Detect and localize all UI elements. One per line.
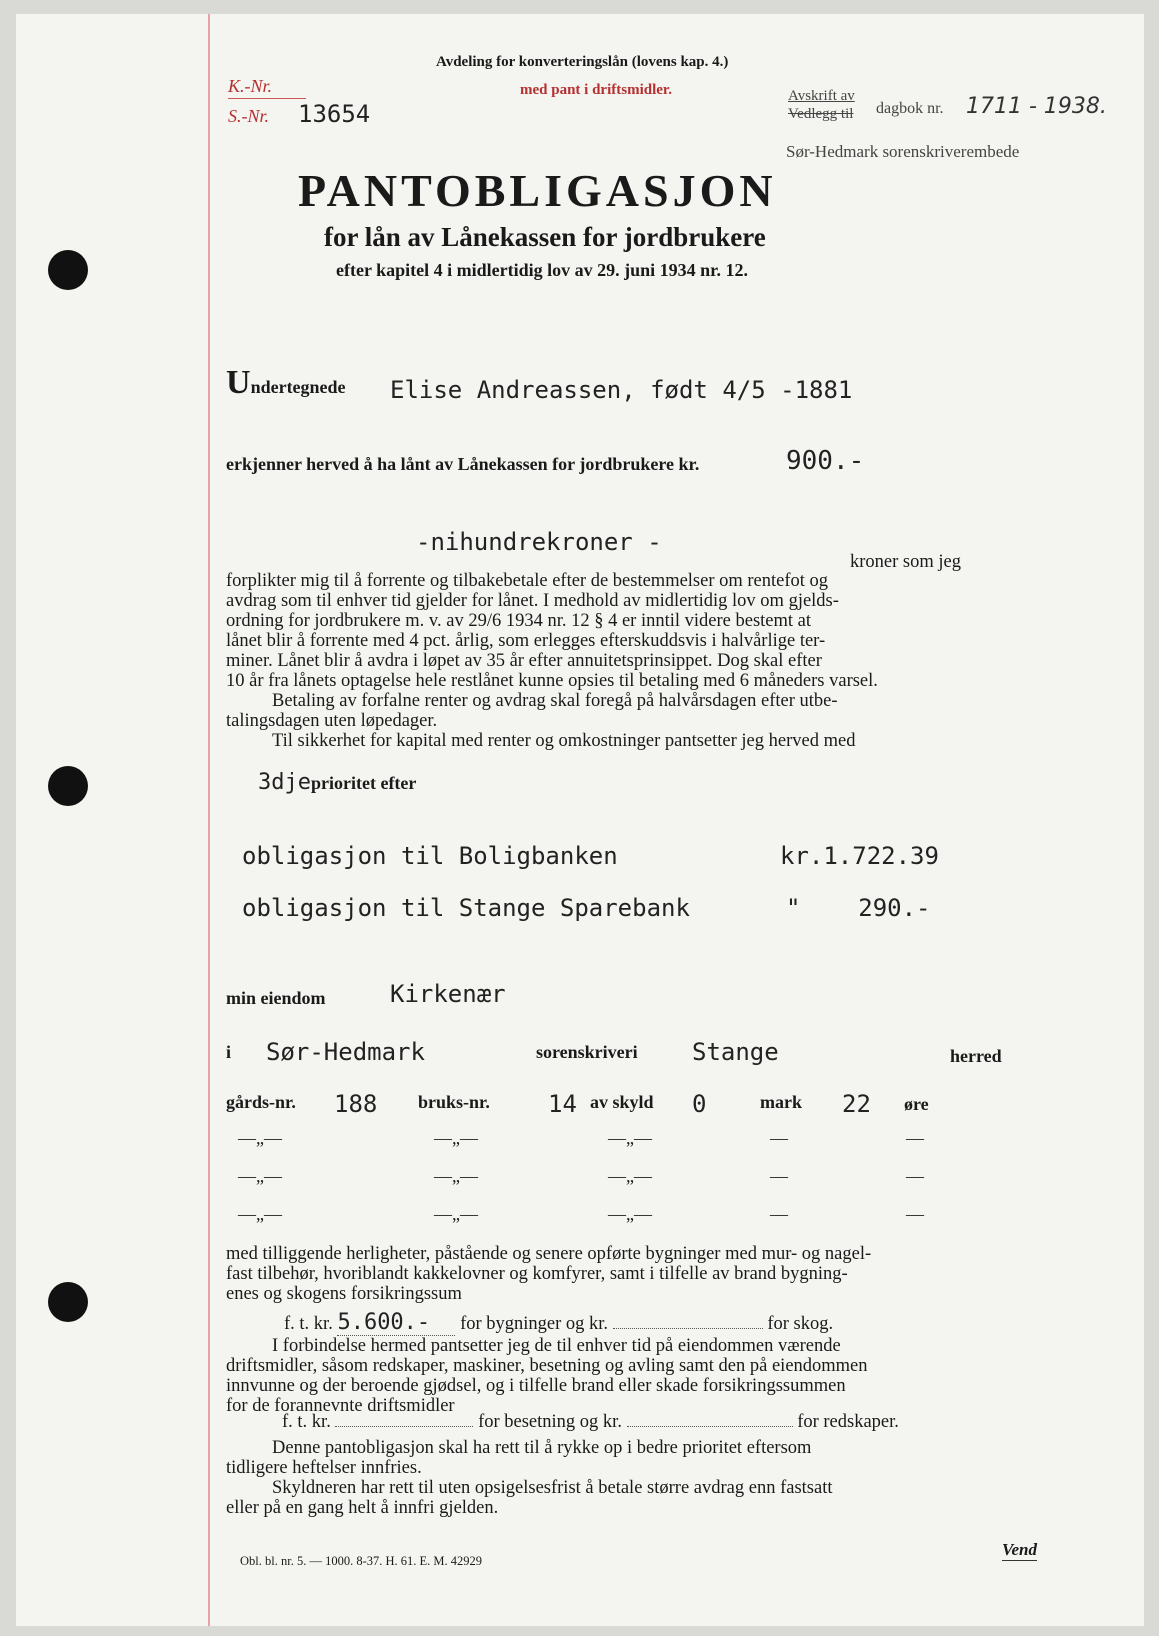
bruks-nr-value: 14 xyxy=(548,1090,577,1118)
herred-label: herred xyxy=(950,1046,1002,1066)
closing-paragraph: Denne pantobligasjon skal ha rett til å rykke op i bedre prioritet eftersom tidligere heftelser innfries. Skyldneren har rett til uten opsigelsesfrist å betale større avdrag enn fastsatt eller på en gang helt å innfri gjelden. xyxy=(226,1438,833,1518)
sorenskriveri-label: sorenskriveri xyxy=(536,1042,638,1062)
terms-paragraph: forplikter mig til å forrente og tilbakebetale efter de bestemmelser om rentefot og avdrag som til enhver tid gjelder for lånet. I medhold av midlertidig lov om gjelds- ordning for jordbrukere m. v. av 29/6 1934 nr. 12 § 4 er inntil videre bestemt at lånet blir å forrente med 4 pct. årlig, som erlegges efterskuddsvis i halvårlige ter- miner. Lånet blir å avdra i løpet av 35 år efter annuitetsprinsippet. Dog skal efter 10 år fra lånets optagelse hele restlånet kunne opsies til betaling med 6 måneders varsel. Betaling av forfalne renter og avdrag skal foregå på halvårsdagen efter utbe- talingsdagen uten løpedager. Til sikkerhet for kapital med renter og omkostninger pantsetter jeg herved med xyxy=(226,571,878,751)
kroner-label: kroner som jeg xyxy=(850,552,961,572)
document-subtitle: for lån av Lånekassen for jordbrukere xyxy=(324,222,766,252)
building-insurance-line: f. t. kr. 5.600.- for bygninger og kr. for skog. xyxy=(284,1310,834,1335)
prior-obligation-2: obligasjon til Stange Sparebank xyxy=(242,894,690,922)
vend-label: Vend xyxy=(1002,1540,1037,1559)
borrower-name: Elise Andreassen, født 4/5 -1881 xyxy=(390,376,853,404)
punch-hole-top xyxy=(48,250,88,290)
s-nr-label: S.-Nr. xyxy=(228,106,270,126)
law-reference: efter kapitel 4 i midlertidig lov av 29. juni 1934 nr. 12. xyxy=(336,260,748,280)
ditto-row-3-gards: —„— xyxy=(238,1204,282,1224)
ditto-row-1-mark: — xyxy=(770,1128,788,1148)
equipment-paragraph: I forbindelse hermed pantsetter jeg de til enhver tid på eiendommen værende driftsmidler, såsom redskaper, maskiner, besetning og avling samt den på eiendommen innvunne og der beroende gjødsel, og i tilfelle brand eller skade forsikringssummen for de forannevnte driftsmidler xyxy=(226,1336,868,1416)
office-stamp: Sør-Hedmark sorenskriverembede xyxy=(786,142,1020,161)
s-nr-value: 13654 xyxy=(298,100,371,128)
building-insurance-value: 5.600.- xyxy=(337,1310,455,1336)
ditto-row-2-gards: —„— xyxy=(238,1166,282,1186)
eiendom-label: min eiendom xyxy=(226,988,326,1008)
form-reference: Obl. bl. nr. 5. — 1000. 8-37. H. 61. E. M. 42929 xyxy=(240,1554,483,1568)
header-subtitle: med pant i driftsmidler. xyxy=(520,82,672,98)
dagbok-value: 1711 - 1938. xyxy=(966,94,1107,119)
punch-hole-middle xyxy=(48,766,88,806)
district-value: Sør-Hedmark xyxy=(266,1038,425,1066)
document-title: PANTOBLIGASJON xyxy=(298,165,777,216)
appurtenance-paragraph: med tilliggende herligheter, påstående og senere opførte bygninger med mur- og nagel- fast tilbehør, hvoriblandt kakkelovner og komfyrer, samt i tilfelle av brand bygning- enes og skogens forsikringssum xyxy=(226,1244,872,1304)
ditto-row-1-skyld: —„— xyxy=(608,1128,652,1148)
ditto-row-3-bruks: —„— xyxy=(434,1204,478,1224)
undertegnede-label: Undertegnede xyxy=(226,364,346,401)
loan-ack-text: erkjenner herved å ha lånt av Lånekassen for jordbrukere kr. xyxy=(226,454,700,474)
amount-in-words: -nihundrekroner - xyxy=(416,528,662,556)
ditto-row-2-bruks: —„— xyxy=(434,1166,478,1186)
vedlegg-label: Vedlegg til xyxy=(788,106,854,122)
department-line: Avdeling for konverteringslån (lovens kap. 4.) xyxy=(436,54,729,70)
ditto-row-2-ore: — xyxy=(906,1166,924,1186)
skyld-label: av skyld xyxy=(590,1092,654,1112)
ditto-row-2-skyld: —„— xyxy=(608,1166,652,1186)
k-nr-label: K.-Nr. xyxy=(228,76,273,96)
ditto-row-1-bruks: —„— xyxy=(434,1128,478,1148)
k-nr-line xyxy=(228,98,306,99)
loan-amount: 900.- xyxy=(786,446,865,476)
gards-nr-value: 188 xyxy=(334,1090,378,1118)
ditto-row-3-skyld: —„— xyxy=(608,1204,652,1224)
equipment-insurance-line: f. t. kr. for besetning og kr. for redskaper. xyxy=(282,1412,899,1432)
ore-label: øre xyxy=(904,1094,929,1114)
herred-value: Stange xyxy=(692,1038,779,1066)
ditto-row-2-mark: — xyxy=(770,1166,788,1186)
bruks-nr-label: bruks-nr. xyxy=(418,1092,490,1112)
avskrift-label: Avskrift av xyxy=(788,88,855,104)
priority-line: 3djeprioritet efter xyxy=(258,770,417,795)
ore-value: 22 xyxy=(842,1090,871,1118)
punch-hole-bottom xyxy=(48,1282,88,1322)
prior-obligation-1: obligasjon til Boligbanken xyxy=(242,842,618,870)
ditto-row-1-gards: —„— xyxy=(238,1128,282,1148)
skyld-value: 0 xyxy=(692,1090,707,1118)
mark-label: mark xyxy=(760,1092,802,1112)
margin-line xyxy=(208,14,210,1626)
gards-nr-label: gårds-nr. xyxy=(226,1092,296,1112)
prior-obligation-1-amount: kr.1.722.39 xyxy=(780,842,939,870)
ditto-row-3-ore: — xyxy=(906,1204,924,1224)
i-label: i xyxy=(226,1042,232,1062)
eiendom-value: Kirkenær xyxy=(390,980,506,1008)
document-page xyxy=(16,14,1144,1626)
prior-obligation-2-amount: " 290.- xyxy=(786,894,931,922)
ditto-row-1-ore: — xyxy=(906,1128,924,1148)
ditto-row-3-mark: — xyxy=(770,1204,788,1224)
dagbok-label: dagbok nr. xyxy=(876,100,944,117)
